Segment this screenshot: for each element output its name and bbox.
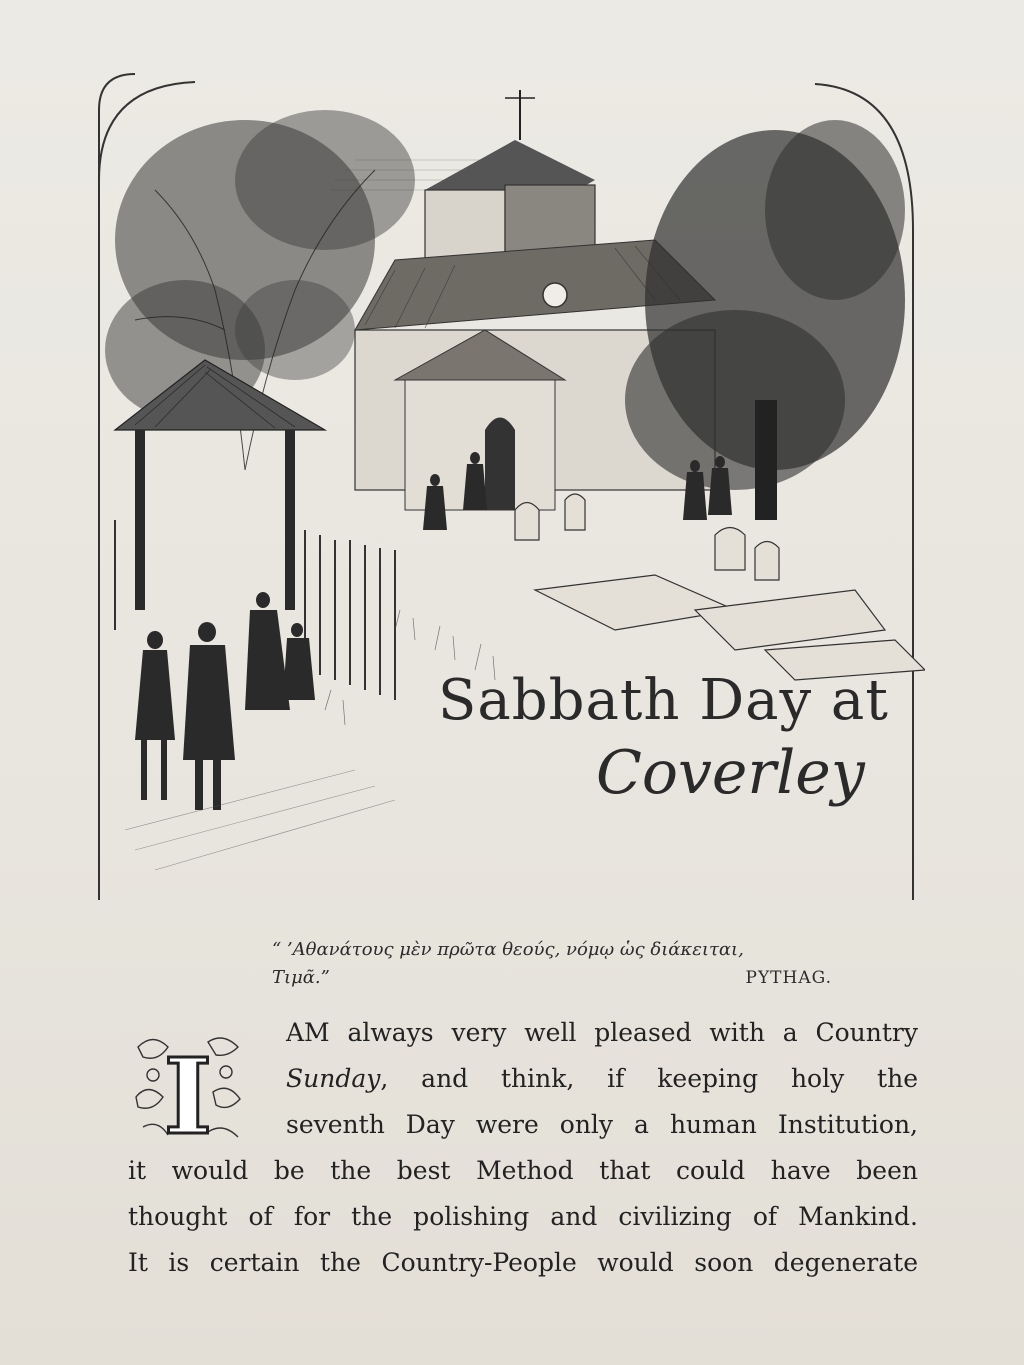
body-line-1: AM always very well pleased with a Country	[286, 1018, 918, 1047]
body-paragraph	[128, 1010, 918, 1286]
body-line-3: seventh Day were only a human Institution,	[286, 1110, 918, 1139]
epigraph-line-2: Τιμᾶ.”	[272, 967, 330, 988]
body-line-5: thought of for the polishing and civilizing of Mankind.	[128, 1202, 918, 1231]
body-line-2-rest: , and think, if keeping holy the	[380, 1064, 918, 1093]
body-italic-word: Sunday	[286, 1064, 381, 1093]
epigraph	[272, 936, 832, 992]
body-line-6: It is certain the Country-People would soon degenerate	[128, 1248, 918, 1277]
title-line-1: Sabbath Day at	[438, 668, 889, 733]
epigraph-attribution: PYTHAG.	[745, 968, 832, 988]
body-line-2	[286, 1056, 918, 1102]
title-line-2: Coverley	[596, 738, 865, 808]
dropcap-letter: I	[163, 1035, 213, 1147]
epigraph-line-1: “ ’Αθανάτους μὲν πρῶτα θεούς, νόμῳ ὡς διάκειται,	[272, 939, 744, 960]
body-line-4: it would be the best Method that could have been	[128, 1156, 918, 1185]
